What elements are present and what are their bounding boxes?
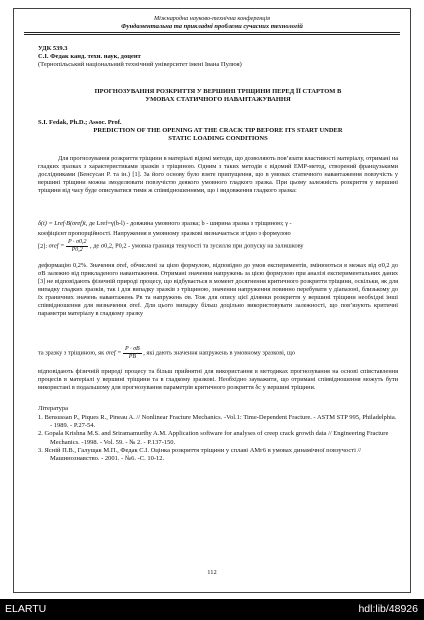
udk-code: УДК 539.3	[38, 45, 68, 52]
paragraph-2: деформацію 0,2%. Значення σref, обчислені за цією формулою, відповідно до умов експериментів, змінюються в межах від σ0,2 до σB залежно від прикладеного навантаження. Отримані значення напружень за цією формулою при аналізі експериментальних даних [3] не відповідають фізичній природі процесу, що відбувається в момент досягнення критичного розкриття тріщини, оскільки, як для випадку гладких зразків, так і для випадку зразків з тріщиною, значення напруження повинно перебувати у діапазоні, близькому до їх граничних значень навантажень Pв та напружень σв. Тож для опису цієї ділянки розкриття у вершині тріщини необхідні інші співвідношення для визначення σref. Для цього випадку більш доцільно використовувати залежності, що пов’язують критичні параметри матеріалу в гладкому зразку	[38, 262, 398, 317]
formula-2-fraction	[66, 239, 89, 254]
document-page	[13, 8, 411, 593]
header-rule-thin	[24, 34, 400, 35]
formula-3-lhs: σref =	[105, 349, 122, 357]
author-ua: С.І. Федак канд. техн. наук, доцент	[38, 53, 141, 60]
header-line-1: Міжнародна науково-технічна конференція	[154, 15, 270, 22]
formula-1: δ(t) = Lref·B(σref)t	[38, 220, 86, 227]
formula-2-lhs: σref =	[48, 242, 65, 250]
header-rule	[24, 32, 400, 33]
reference-item: 1. Bensussan P., Piques R., Pineau A. // Nonlinear Fracture Mechanics. -Vol.1: Time-Dependent Fracture. - ASTM STP 995, Philadelphia. - 1989. - P.27-54.	[38, 414, 397, 430]
page-number: 112	[207, 569, 217, 576]
formula-3-tail: , які дають значення напружень в умовному зразкові, що	[143, 349, 296, 357]
formula-2-tail: , де σ0,2, P0,2 - умовна границя текучості та зусилля при допуску на залишкову	[90, 242, 304, 250]
paragraph-1b: коефіцієнт пропорційності. Напруження в умовному зразкові визначається згідно з формулою	[38, 230, 291, 237]
paragraph-1: Для прогнозування розкриття тріщини в матеріалі відомі методи, що дозволяють пов’язати властивості матеріалу, отримані на гладких зразках з характеристиками зразків з тріщиною. Одним з таких методів є відомий ЕМР-метод, створений французькими дослідниками (Бенсусан Р. та ін.) [1]. За його основу було взяте припущення, що в умовах статичного навантаження повзучість у вершині тріщини можна змоделювати повзучістю деякого умовного гладкого зразка. При цьому залежність розкриття у вершині тріщини від часу буде описуватися тими ж співвідношеннями, що і видовження гладкого зразка:	[38, 155, 398, 194]
formula-1-line	[38, 220, 398, 228]
title-en-line-1: PREDICTION OF THE OPENING AT THE CRACK TIP BEFORE ITS START UNDER	[93, 127, 343, 134]
formula-2-numerator: P · σ0,2	[67, 239, 87, 245]
title-en-line-2: STATIC LOADING CONDITIONS	[168, 135, 268, 142]
reference-item: 2. Gopala Krishna M.S. and Sriramamurthy A.M. Application software for analyses of creep crack growth data // Engineering Fracture Mechanics. -1998. - Vol. 59. - № 2. - P.137-150.	[38, 430, 389, 446]
formula-3-fraction	[123, 346, 142, 361]
reference-item: 3. Ясній П.В., Галущак М.П., Федак С.І. Оцінка розкриття тріщини у сплаві АМг6 в умовах динамічної повзучості // Машинознавство. - 2001. - №6. -С. 10-12.	[38, 446, 362, 463]
references-heading: Література	[38, 405, 69, 412]
formula-3-line	[38, 346, 398, 366]
author-en: S.I. Fedak, Ph.D.; Assoc. Prof.	[38, 119, 122, 126]
repository-label: ELARTU	[5, 603, 47, 615]
formula-2-prefix: [2]:	[38, 242, 48, 250]
title-ua-line-1: ПРОГНОЗУВАННЯ РОЗКРИТТЯ У ВЕРШИНІ ТРІЩИНИ ПЕРЕД ЇЇ СТАРТОМ В	[94, 88, 342, 95]
formula-3-denominator: PB	[128, 354, 137, 360]
footer-bar	[0, 599, 424, 620]
header-line-2: Фундаментальна та прикладні проблеми сучасних технологій	[121, 23, 303, 30]
affiliation: (Тернопільський національний технічний університет імені Івана Пулюя)	[38, 61, 242, 68]
references-list	[38, 414, 398, 463]
formula-3-prefix: та зразку з тріщиною, як	[38, 349, 105, 357]
paragraph-3: відповідають фізичній природі процесу та більш прийнятні для використання в методиках прогнозування на основі співставлення процесів в матеріалі у вершині тріщини та в гладкому зразкові. Необхідно зауважити, що отримані співвідношення можуть бути використані в подальшому для прогнозування параметрів критичного розкриття δc у вершині тріщини.	[38, 368, 398, 391]
formula-2-line	[38, 239, 398, 259]
title-ua-line-2: УМОВАХ СТАТИЧНОГО НАВАНТАЖУВАННЯ	[145, 96, 291, 103]
formula-1-tail: , де Lref=γ(b-l) - довжина умовного зразка; b - ширина зразка з тріщиною; γ -	[85, 220, 292, 227]
formula-2-denominator: P0,2	[71, 247, 83, 253]
formula-3-numerator: P · σB	[125, 346, 140, 352]
handle-link[interactable]: hdl:lib/48926	[358, 603, 418, 615]
conference-header	[24, 15, 400, 31]
